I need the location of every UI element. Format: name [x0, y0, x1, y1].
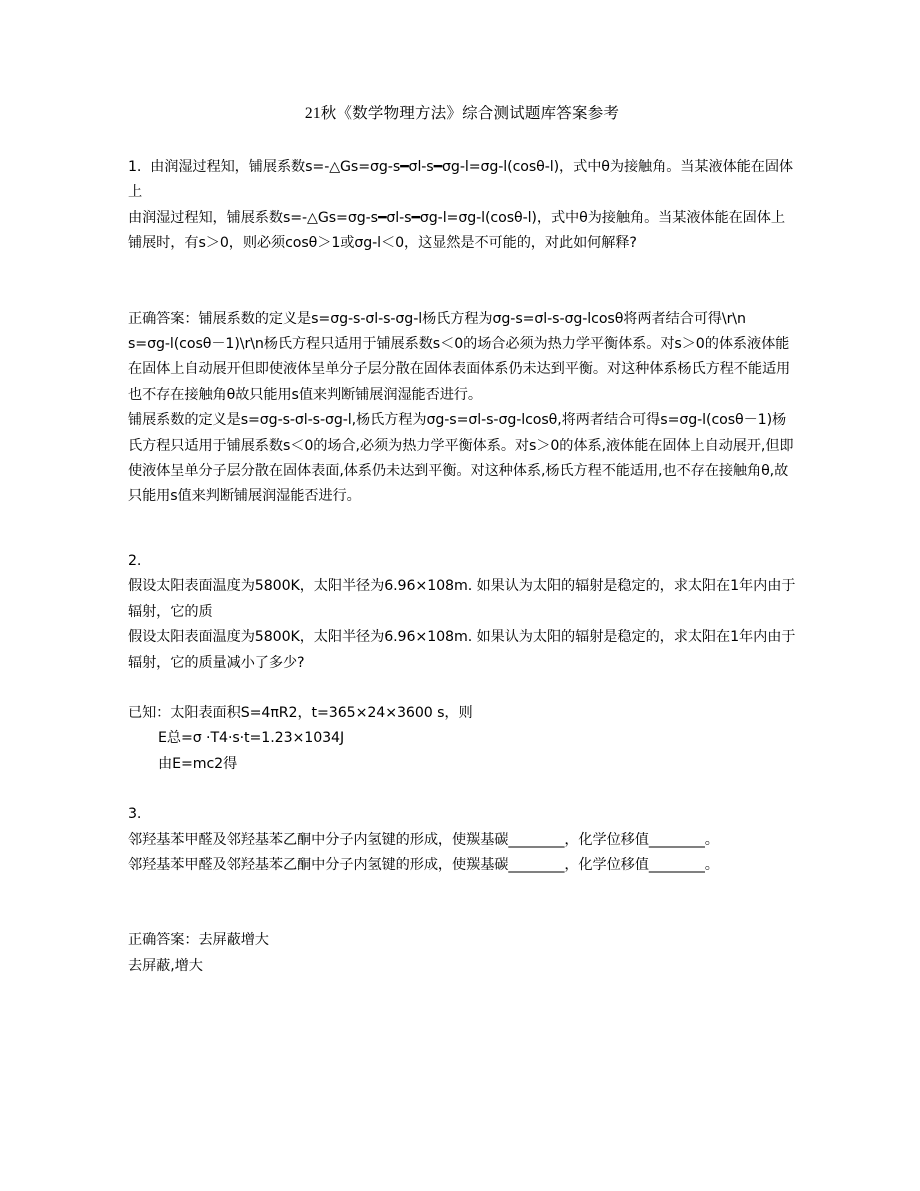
question-2-number: 2. — [128, 552, 142, 569]
question-3-answer-label-block: 正确答案：去屏蔽增大 — [128, 932, 269, 949]
spacer — [128, 878, 796, 928]
question-3-stem-line-1: 邻羟基苯甲醛及邻羟基苯乙酮中分子内氢键的形成，使羰基碳________，化学位移值________。 — [128, 831, 719, 848]
question-1-answer-restated-block: 铺展系数的定义是s=σg-s-σl-s-σg-l,杨氏方程为σg-s=σl-s-σg-lcosθ,将两者结合可得s=σg-l(cosθ－1)杨氏方程只适用于铺展系数s＜0的场合,必须为热力学平衡体系。对s＞0的体系,液体能在固体上自动展开,但即使液体呈单分子层分散在固体表面,体系仍未达到平衡。对这种体系,杨氏方程不能适用,也不存在接触角θ,故只能用s值来判断铺展润湿能否进行。 — [128, 412, 794, 505]
question-2-stem-line-1: 假设太阳表面温度为5800K，太阳半径为6.96×108m. 如果认为太阳的辐射是稳定的，求太阳在1年内由于辐射，它的质 — [128, 578, 796, 620]
spacer — [128, 777, 796, 802]
spacer — [128, 257, 796, 307]
question-2-stem-line-2: 假设太阳表面温度为5800K，太阳半径为6.96×108m. 如果认为太阳的辐射是稳定的，求太阳在1年内由于辐射，它的质量减小了多少? — [128, 629, 796, 671]
question-2-answer-line-2: E总=σ ·T4·s·t=1.23×1034J — [158, 730, 345, 747]
question-3-number: 3. — [128, 806, 142, 823]
question-3-stem-line-2: 邻羟基苯甲醛及邻羟基苯乙酮中分子内氢键的形成，使羰基碳________，化学位移值________。 — [128, 856, 719, 873]
question-3-answer-restated-block: 去屏蔽,增大 — [128, 957, 203, 974]
question-2-answer-line-3: 由E=mc2得 — [158, 755, 238, 772]
question-2-block — [128, 549, 796, 777]
page-title: 21秋《数学物理方法》综合测试题库答案参考 — [304, 105, 620, 122]
question-3-block — [128, 802, 796, 979]
question-1-answer-label-block: 正确答案：铺展系数的定义是s=σg-s-σl-s-σg-l杨氏方程为σg-s=σl-s-σg-lcosθ将两者结合可得\r\n s=σg-l(cosθ－1)\r\n杨氏方程只适用于铺展系数s＜0的场合必须为热力学平衡体系。对s＞0的体系液体能在固体上自动展开但即使液体呈单分子层分散在固体表面体系仍未达到平衡。对这种体系杨氏方程不能适用也不存在接触角θ故只能用s值来判断铺展润湿能否进行。 — [128, 310, 861, 403]
question-2-answer-line-1: 已知：太阳表面积S=4πR2，t=365×24×3600 s，则 — [128, 704, 473, 721]
question-1-block — [128, 155, 861, 510]
spacer — [128, 676, 796, 701]
question-1-stem-line-2: 由润湿过程知，铺展系数s=-△Gs=σg-s━σl-s━σg-l=σg-l(cosθ-l)，式中θ为接触角。当某液体能在固体上铺展时，有s＞0，则必须cosθ＞1或σg-l＜0，这显然是不可能的，对此如何解释? — [128, 209, 785, 252]
spacer — [128, 510, 796, 549]
document-content — [128, 103, 861, 979]
question-1-stem-line-1: 1. 由润湿过程知，铺展系数s=-△Gs=σg-s━σl-s━σg-l=σg-l(cosθ-l)，式中θ为接触角。当某液体能在固体上 — [128, 159, 794, 201]
